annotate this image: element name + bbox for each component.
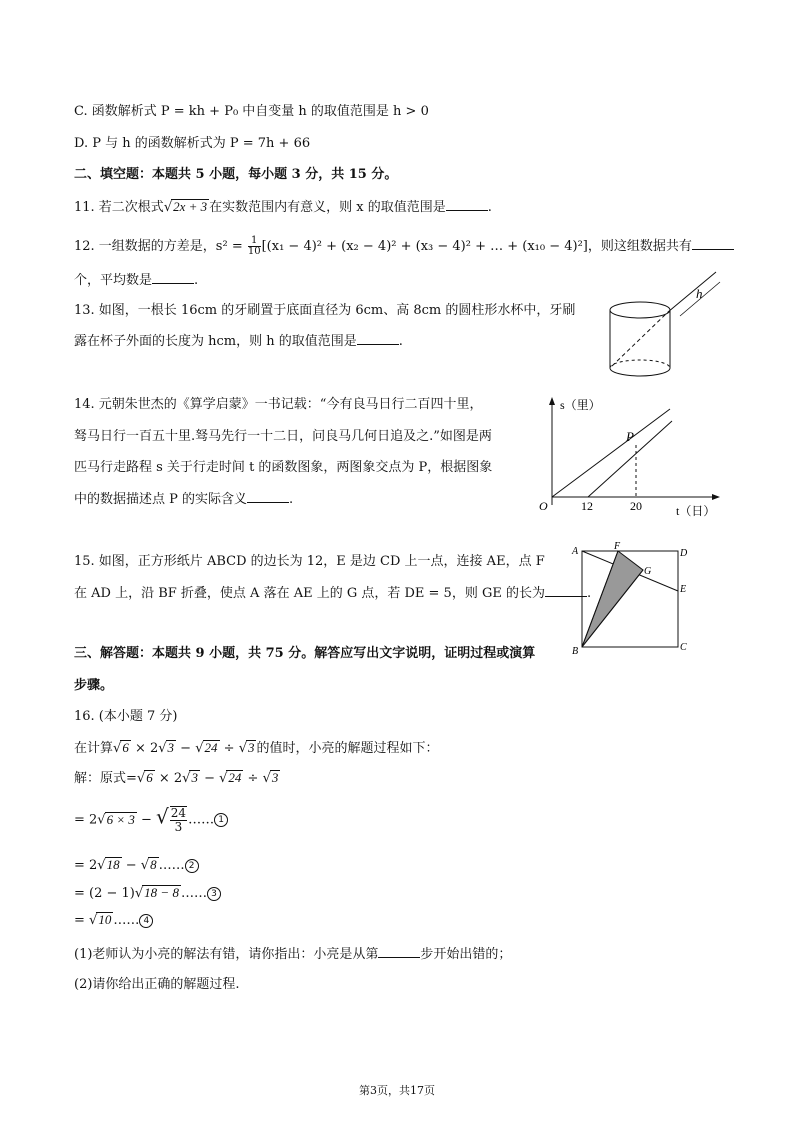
step-number-2: 2 [185, 859, 199, 873]
answer-blank[interactable] [247, 490, 289, 503]
tick-20: 20 [630, 499, 642, 513]
question-13: 13. 如图，一根长 16cm 的牙刷置于底面直径为 6cm、高 8cm 的圆柱形水杯中，牙刷 [74, 303, 576, 318]
answer-blank[interactable] [378, 945, 420, 958]
question-13-cont: 露在杯子外面的长度为 hcm，则 h 的取值范围是 . [74, 334, 403, 349]
q11-text: 11. 若二次根式 [74, 200, 164, 215]
figure-14-graph [530, 393, 730, 521]
question-14-cont-2: 匹马行走路程 s 关于行走时间 t 的函数图象，两图象交点为 P，根据图象 [74, 460, 493, 475]
answer-blank[interactable] [446, 198, 488, 211]
section-3-heading-cont: 步骤。 [74, 678, 114, 693]
page-footer: 第3页，共17页 [359, 1084, 435, 1097]
q11-text-2: 在实数范围内有意义，则 x 的取值范围是 [209, 200, 446, 215]
solution-step-2: = 2√18 − √8 …… 2 [74, 857, 199, 875]
q14-text: 中的数据描述点 P 的实际含义 [74, 492, 248, 507]
q11-radicand: 2x + 3 [173, 199, 208, 214]
q13-text: 露在杯子外面的长度为 hcm，则 h 的取值范围是 [74, 334, 357, 349]
label-f: F [614, 542, 621, 552]
figure-15-square [568, 542, 698, 657]
answer-blank[interactable] [357, 332, 399, 345]
point-p-label: P [626, 429, 634, 444]
question-11: 11. 若二次根式√2x + 3 在实数范围内有意义，则 x 的取值范围是 . [74, 199, 492, 215]
question-15-cont: 在 AD 上，沿 BF 折叠，使点 A 落在 AE 上的 G 点，若 DE = 5，则 GE 的长为 . [74, 586, 592, 601]
question-16-prompt: 在计算√6 × 2√3 − √24 ÷ √3 的值时，小亮的解题过程如下： [74, 740, 439, 756]
fraction: $\frac{1}{10}$ [247, 235, 261, 257]
solution-step-1: = 2√6 × 3 − √ $\frac{24}{3}$ …… 1 [74, 806, 228, 834]
figure-13-cylinder [600, 268, 725, 386]
solution-step-3: = (2 − 1)√18 − 8 …… 3 [74, 885, 221, 903]
step-number-4: 4 [139, 914, 153, 928]
question-16: 16. (本小题 7 分) [74, 709, 178, 724]
part-1 [74, 945, 511, 964]
s-axis-label: s（里） [560, 398, 601, 412]
q16-text: 在计算 [74, 741, 114, 756]
question-14-cont-1: 驽马日行一百五十里.驽马先行一十二日，问良马几何日追及之.”如图是两 [74, 429, 492, 444]
toothbrush-inside [612, 312, 668, 366]
cup-top [610, 302, 670, 318]
question-14-cont-3: 中的数据描述点 P 的实际含义 . [74, 492, 294, 507]
solution-step-4: = √10 …… 4 [74, 912, 153, 930]
part-1-text-2: 步开始出错的； [420, 947, 512, 962]
label-d: D [680, 548, 688, 559]
part-1-text: (1)老师认为小亮的解法有错，请你指出：小亮是从第 [74, 947, 379, 962]
line-slow-horse [552, 409, 670, 497]
question-15: 15. 如图，正方形纸片 ABCD 的边长为 12，E 是边 CD 上一点，连接 AE，点 F [74, 554, 545, 569]
q15-text: 在 AD 上，沿 BF 折叠，使点 A 落在 AE 上的 G 点，若 DE = 5，则 GE 的长为 [74, 586, 545, 601]
question-14: 14. 元朝朱世杰的《算学启蒙》一书记载：“今有良马日行二百四十里， [74, 397, 483, 412]
t-axis-label: t（日） [676, 504, 716, 518]
label-e: E [680, 584, 687, 595]
solution-line-0: 解：原式=√6 × 2√3 − √24 ÷ √3 [74, 770, 279, 786]
label-a: A [572, 546, 579, 557]
label-g: G [644, 566, 652, 577]
label-b: B [572, 646, 579, 657]
q12-text-2: 个，平均数是 [74, 273, 153, 288]
section-2-heading: 二、填空题：本题共 5 小题，每小题 3 分，共 15 分。 [74, 167, 398, 182]
h-label: h [696, 286, 703, 301]
q16-text-2: 的值时，小亮的解题过程如下： [256, 741, 439, 756]
part-2: (2)请你给出正确的解题过程. [74, 977, 240, 992]
step-number-1: 1 [214, 813, 228, 827]
label-c: C [680, 642, 687, 653]
answer-blank[interactable] [152, 271, 194, 284]
question-12-cont: 个，平均数是 . [74, 273, 199, 288]
answer-blank[interactable] [692, 237, 734, 250]
tick-12: 12 [581, 499, 593, 513]
option-c: C. 函数解析式 P = kh + P₀ 中自变量 h 的取值范围是 h > 0 [74, 104, 429, 119]
q12-formula: [(x₁ − 4)² + (x₂ − 4)² + (x₃ − 4)² + … + (x₁₀ − 4)²]，则这组数据共有 [261, 239, 692, 254]
origin-label: O [539, 499, 548, 513]
option-d: D. P 与 h 的函数解析式为 P = 7h + 66 [74, 136, 311, 151]
section-3-heading: 三、解答题：本题共 9 小题，共 75 分。解答应写出文字说明，证明过程或演算 [74, 646, 536, 661]
q12-text: 12. 一组数据的方差是，s² = [74, 239, 243, 254]
question-12 [74, 236, 734, 257]
step-number-3: 3 [207, 887, 221, 901]
